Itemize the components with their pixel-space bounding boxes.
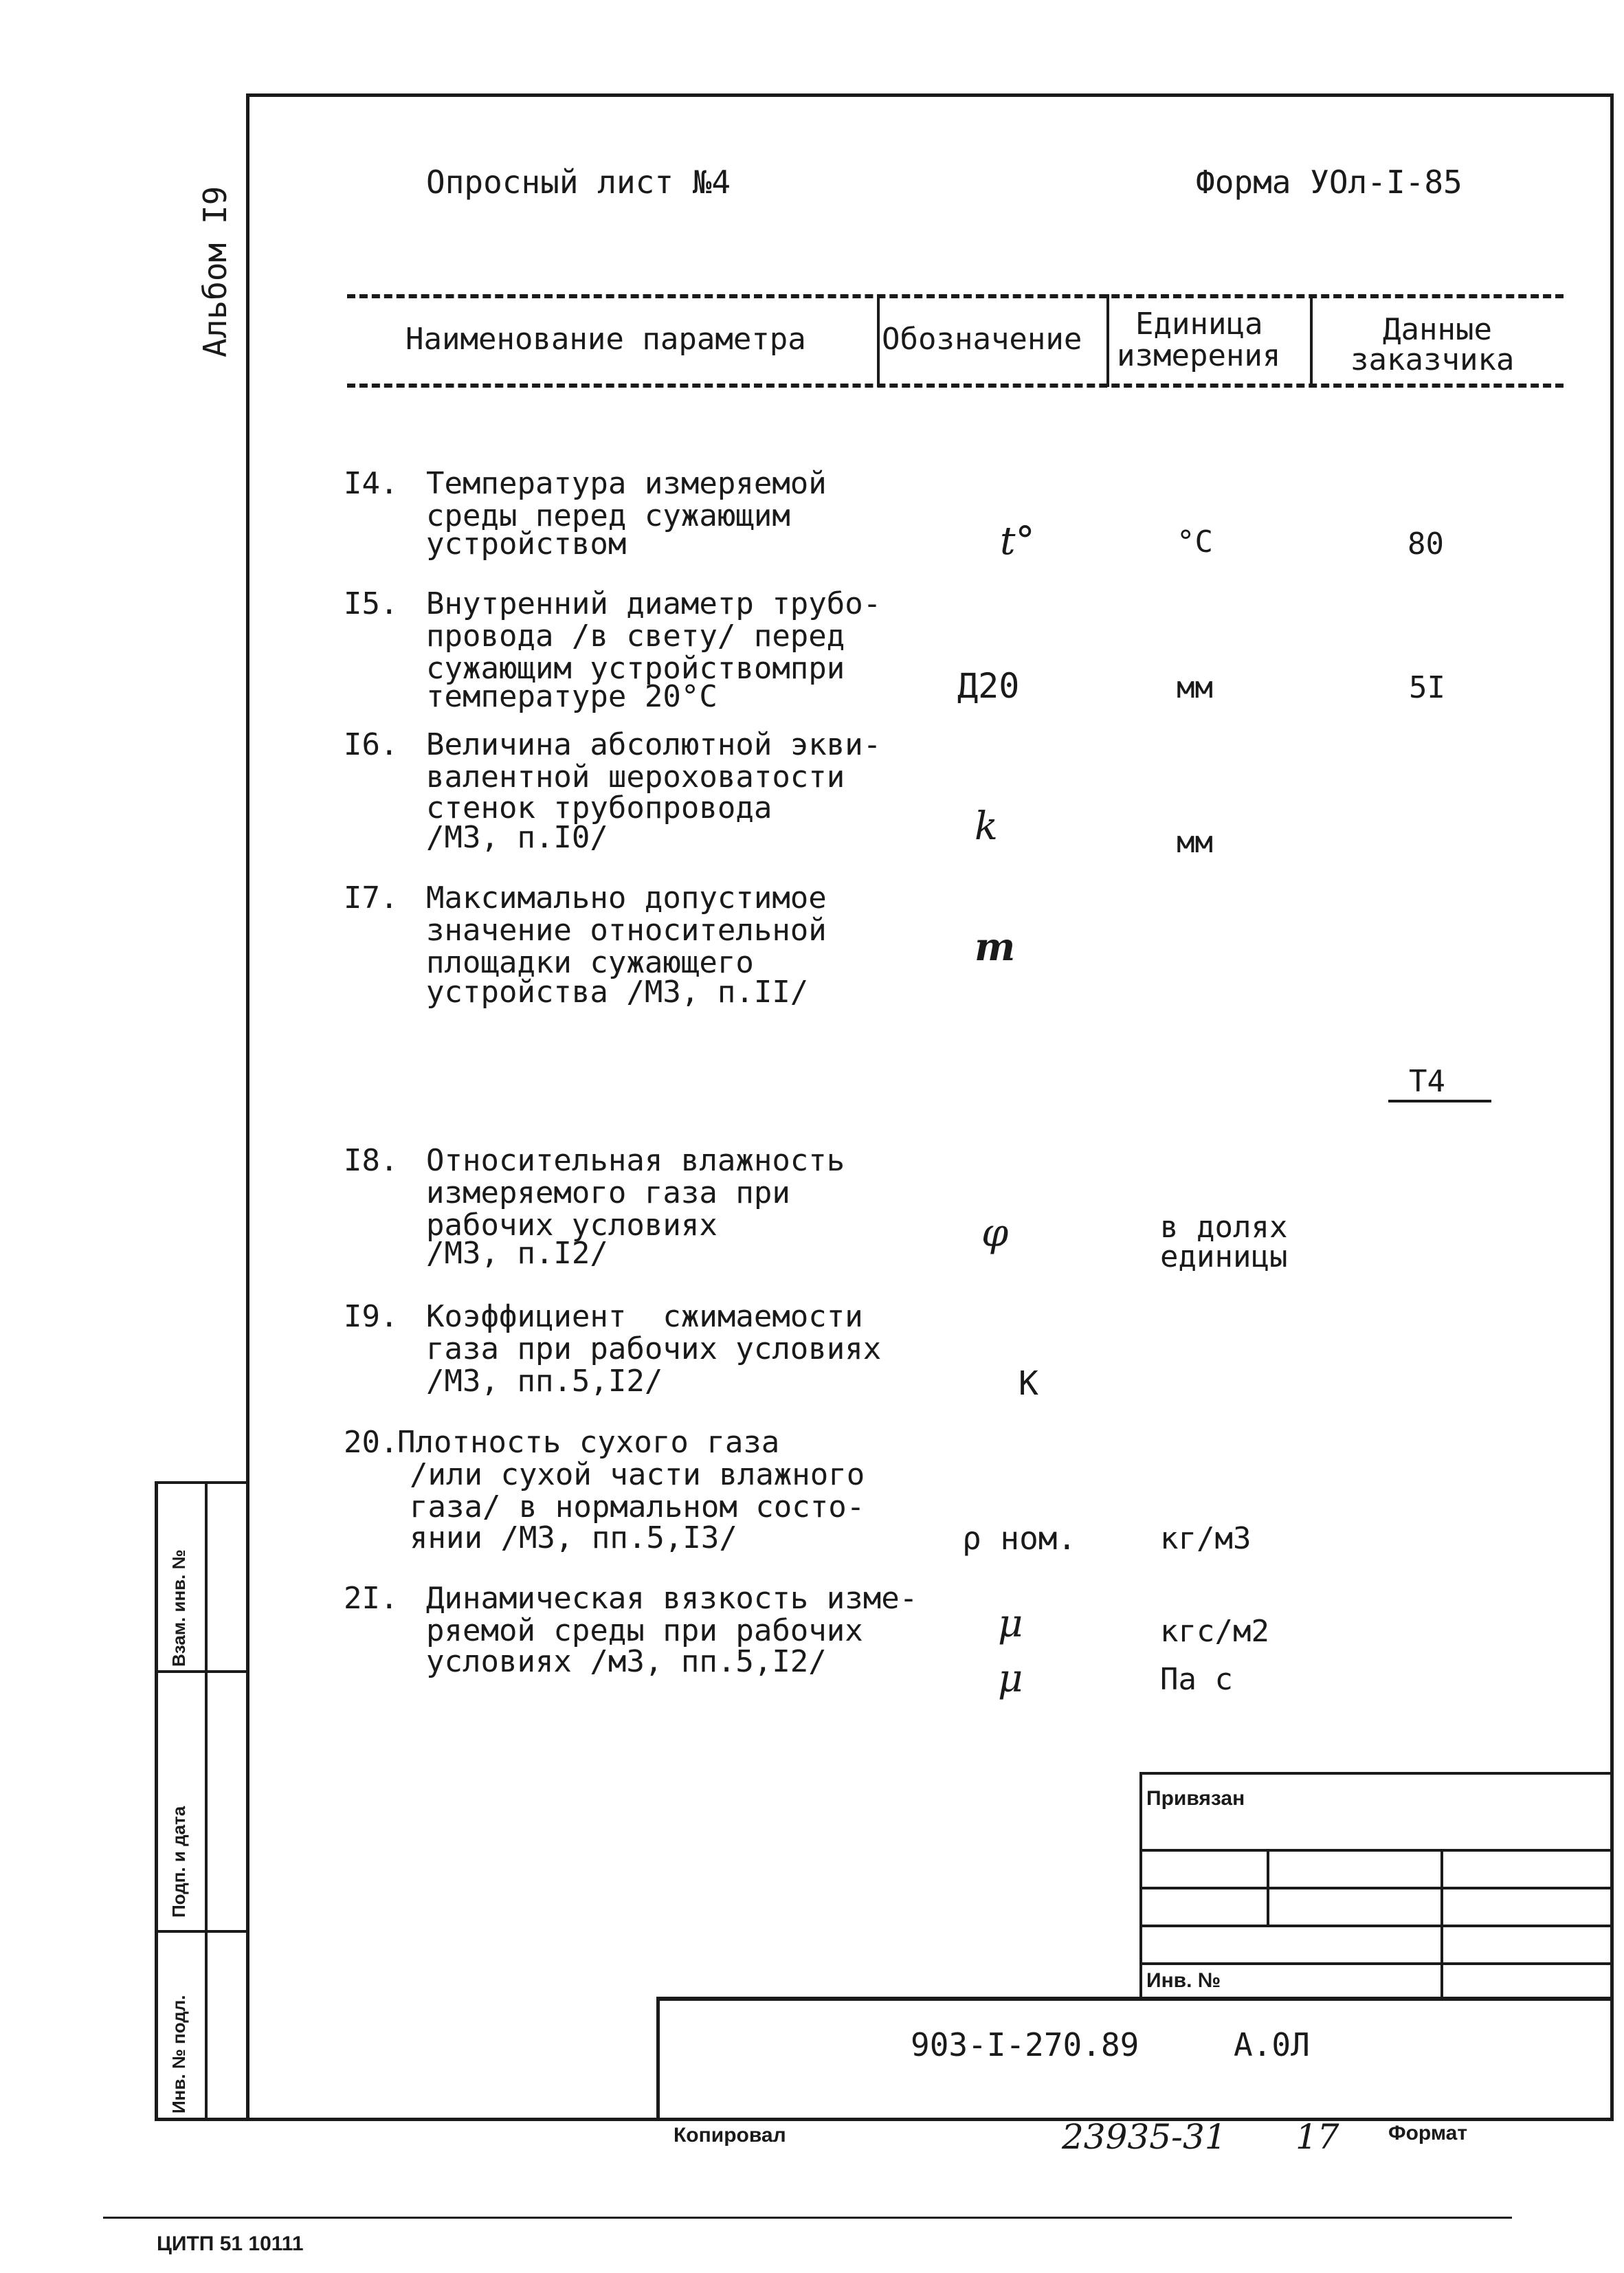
row-20-number: 20. xyxy=(344,1425,399,1460)
row-14-unit: °C xyxy=(1177,524,1213,559)
row-15-line-4: температуре 20°C xyxy=(426,679,718,714)
row-14-line-3: устройством xyxy=(426,526,627,562)
row-16-line-2: валентной шероховатости xyxy=(426,759,845,795)
header-rule-bottom xyxy=(347,384,1564,388)
stamp-col-1 xyxy=(1267,1849,1269,1925)
row-21-line-1: Динамическая вязкость изме- xyxy=(426,1581,918,1616)
row-16-unit: мм xyxy=(1177,825,1213,860)
stamp-top xyxy=(1139,1772,1614,1775)
row-17-line-3: площадки сужающего xyxy=(426,945,754,980)
stamp-privyazan: Привязан xyxy=(1146,1787,1245,1810)
row-14-line-1: Температура измеряемой xyxy=(426,466,827,501)
side-field-inv: Инв. № подл. xyxy=(168,1995,189,2114)
row-20-unit: кг/м3 xyxy=(1160,1521,1252,1556)
row-17-line-2: значение относительной xyxy=(426,913,827,948)
header-rule-top xyxy=(347,294,1564,298)
side-strip-div2 xyxy=(155,1930,249,1933)
row-17-line-4: устройства /МЗ, п.II/ xyxy=(426,975,809,1010)
stamp-doc-code: 903-I-270.89 xyxy=(911,2026,1139,2063)
row-20-line-4: янии /МЗ, пп.5,I3/ xyxy=(410,1520,737,1555)
row-18-line-1: Относительная влажность xyxy=(426,1143,845,1178)
row-21-unit-2: Па с xyxy=(1160,1662,1233,1697)
row-19-line-1: Коэффициент сжимаемости xyxy=(426,1299,863,1334)
stamp-main-left xyxy=(656,1997,660,2120)
row-15-line-1: Внутренний диаметр трубо- xyxy=(426,586,882,621)
footer-format: Формат xyxy=(1388,2122,1468,2144)
row-21-number: 2I. xyxy=(344,1581,399,1616)
col-header-unit-2: измерения xyxy=(1117,338,1281,373)
bottom-code: ЦИТП 51 10111 xyxy=(157,2232,304,2255)
frame-right xyxy=(1610,93,1614,2121)
stamp-sheet: А.0Л xyxy=(1234,2026,1310,2063)
row-16-line-4: /МЗ, п.I0/ xyxy=(426,820,608,855)
row-16-line-1: Величина абсолютной экви- xyxy=(426,727,882,762)
row-14-line-2: среды перед сужающим xyxy=(426,498,790,533)
stamp-row-3 xyxy=(1139,1925,1614,1927)
row-18-line-3: рабочих условиях xyxy=(426,1208,718,1243)
row-17-symbol: m xyxy=(975,924,1016,970)
row-19-symbol: К xyxy=(1019,1364,1038,1403)
row-14-symbol: t° xyxy=(1000,519,1035,564)
side-strip-div1 xyxy=(155,1670,249,1673)
stamp-col-2 xyxy=(1441,1849,1443,1999)
col-header-symbol: Обозначение xyxy=(882,322,1082,357)
row-21-line-2: ряемой среды при рабочих xyxy=(426,1613,863,1648)
row-19-line-2: газа при рабочих условиях xyxy=(426,1331,882,1366)
row-21-unit-1: кгс/м2 xyxy=(1160,1614,1269,1649)
row-19-line-3: /МЗ, пп.5,I2/ xyxy=(426,1364,663,1399)
row-15-symbol: Д20 xyxy=(957,666,1020,706)
row-19-number: I9. xyxy=(344,1299,399,1334)
row-15-line-2: провода /в свету/ перед xyxy=(426,619,845,654)
row-17-line-1: Максимально допустимое xyxy=(426,880,827,916)
col-header-data-2: заказчика xyxy=(1350,342,1515,377)
side-field-podp: Подп. и дата xyxy=(168,1806,189,1918)
side-strip-top xyxy=(155,1481,249,1484)
row-16-symbol: k xyxy=(975,804,998,849)
header-sep-3 xyxy=(1310,294,1313,387)
stamp-row-2 xyxy=(1139,1887,1614,1889)
header-sep-1 xyxy=(877,294,880,387)
note-t4-underline xyxy=(1388,1100,1491,1102)
row-21-symbol-1: μ xyxy=(998,1601,1023,1646)
row-18-line-4: /МЗ, п.I2/ xyxy=(426,1236,608,1271)
stamp-row-4 xyxy=(1139,1962,1614,1965)
footer-copied: Копировал xyxy=(674,2124,786,2147)
form-code: Форма УОл-I-85 xyxy=(1196,164,1462,201)
row-21-symbol-2: μ xyxy=(998,1656,1023,1701)
row-14-value: 80 xyxy=(1408,526,1444,562)
row-14-number: I4. xyxy=(344,466,399,501)
stamp-row-1 xyxy=(1139,1849,1614,1852)
col-header-data-1: Данные xyxy=(1383,312,1492,347)
row-15-unit: мм xyxy=(1177,670,1213,705)
footer-number: 23935-31 xyxy=(1062,2117,1227,2157)
stamp-main-top xyxy=(656,1997,1614,2001)
album-label: Альбом I9 xyxy=(197,186,234,357)
stamp-inv-no: Инв. № xyxy=(1146,1969,1221,1992)
row-20-line-1: Плотность сухого газа xyxy=(397,1425,780,1460)
frame-left xyxy=(246,93,249,2121)
sheet-title: Опросный лист №4 xyxy=(426,164,731,201)
row-18-line-2: измеряемого газа при xyxy=(426,1175,790,1210)
footer-sheet-num: 17 xyxy=(1295,2117,1339,2157)
row-20-line-3: газа/ в нормальном состо- xyxy=(410,1489,865,1524)
col-header-unit-1: Единица xyxy=(1135,307,1263,342)
col-header-name: Наименование параметра xyxy=(405,322,806,357)
frame-top xyxy=(246,93,1614,97)
row-21-line-3: условиях /мЗ, пп.5,I2/ xyxy=(426,1644,827,1679)
row-18-unit-1: в долях xyxy=(1160,1210,1288,1245)
row-18-symbol: φ xyxy=(981,1211,1009,1256)
row-15-number: I5. xyxy=(344,586,399,621)
side-strip-mid xyxy=(205,1481,208,2120)
note-t4: Т4 xyxy=(1409,1064,1445,1099)
row-16-line-3: стенок трубопровода xyxy=(426,790,772,825)
bottom-rule xyxy=(103,2217,1512,2219)
frame-bottom xyxy=(155,2118,1614,2121)
row-20-line-2: /или сухой части влажного xyxy=(410,1457,865,1492)
side-field-vzam: Взам. инв. № xyxy=(168,1549,189,1667)
row-18-number: I8. xyxy=(344,1143,399,1178)
row-15-value: 5I xyxy=(1409,670,1445,705)
row-15-line-3: сужающим устройствомпри xyxy=(426,651,845,686)
row-17-number: I7. xyxy=(344,880,399,916)
row-18-unit-2: единицы xyxy=(1160,1239,1288,1274)
row-20-symbol: ρ ном. xyxy=(962,1520,1077,1557)
row-16-number: I6. xyxy=(344,727,399,762)
side-strip-left xyxy=(155,1481,158,2120)
header-sep-2 xyxy=(1106,294,1109,387)
